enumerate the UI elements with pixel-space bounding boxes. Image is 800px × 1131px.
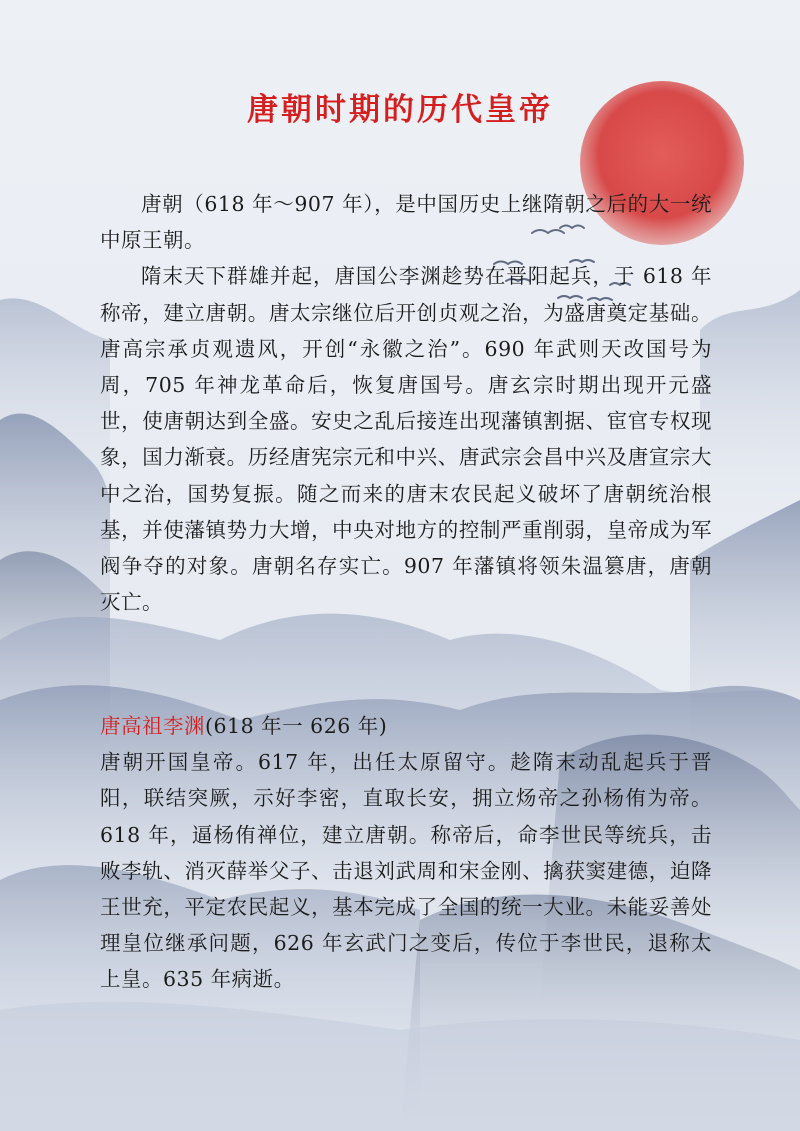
emperor-name: 唐高祖李渊 xyxy=(100,714,205,738)
intro-paragraph: 唐朝（618 年～907 年），是中国历史上继隋朝之后的大一统中原王朝。 xyxy=(100,192,712,253)
page-title: 唐朝时期的历代皇帝 xyxy=(247,92,553,128)
emperor-heading xyxy=(100,708,712,744)
emperor-section xyxy=(100,708,712,998)
intro-section xyxy=(100,186,712,620)
emperor-description: 唐朝开国皇帝。617 年，出任太原留守。趁隋末动乱起兵于晋阳，联结突厥，示好李密，直取长安，拥立炀帝之孙杨侑为帝。618 年，逼杨侑禅位，建立唐朝。称帝后，命李世民等统兵，击败李轨、消灭薛举父子、击退刘武周和宋金刚、擒获窦建德，迫降王世充，平定农民起义，基本完成了全国的统一大业。未能妥善处理皇位继承问题，626 年玄武门之变后，传位于李世民，退称太上皇。635 年病逝。 xyxy=(100,750,712,992)
emperor-reign: (618 年一 626 年) xyxy=(205,714,388,738)
intro-paragraph: 隋末天下群雄并起，唐国公李渊趁势在晋阳起兵，于 618 年称帝，建立唐朝。唐太宗继位后开创贞观之治，为盛唐奠定基础。唐高宗承贞观遗风，开创“永徽之治”。690 年武则天改国号为周，705 年神龙革命后，恢复唐国号。唐玄宗时期出现开元盛世，使唐朝达到全盛。安史之乱后接连出现藩镇割据、宦官专权现象，国力渐衰。历经唐宪宗元和中兴、唐武宗会昌中兴及唐宣宗大中之治，国势复振。随之而来的唐末农民起义破坏了唐朝统治根基，并使藩镇势力大增，中央对地方的控制严重削弱，皇帝成为军阀争夺的对象。唐朝名存实亡。907 年藩镇将领朱温篡唐，唐朝灭亡。 xyxy=(100,264,712,615)
